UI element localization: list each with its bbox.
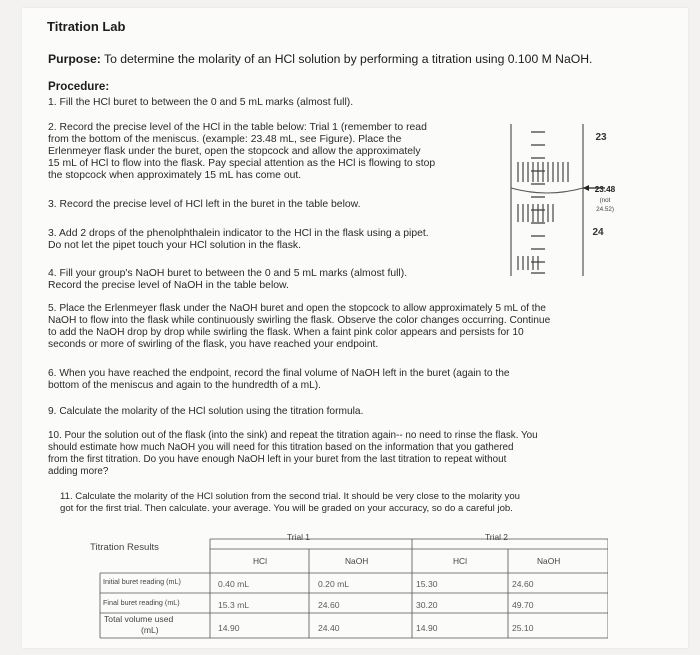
t2-hcl-final: 30.20 [416,600,438,610]
step-10-line-2: should estimate how much NaOH you will need for this titration based on the information that you gathered [48,442,514,453]
page-title: Titration Lab [47,19,126,34]
trial-1-header: Trial 1 [287,532,310,542]
col-naoh-2: NaOH [537,556,561,566]
step-5-line-1: 5. Place the Erlenmeyer flask under the NaOH buret and open the stopcock to allow approximately 5 mL of the [48,303,546,314]
figure-top-label: 23 [595,132,607,143]
step-2-line-3: Erlenmeyer flask under the buret, open the stopcock and allow the approximately [48,146,421,157]
step-4-line-1: 4. Fill your group's NaOH buret to between the 0 and 5 mL marks (almost full). [48,268,408,279]
t2-naoh-total: 25.10 [512,623,534,633]
t1-naoh-final: 24.60 [318,600,340,610]
t2-hcl-total: 14.90 [416,623,438,633]
t1-naoh-initial: 0.20 mL [318,579,350,589]
step-3b-line-2: Do not let the pipet touch your HCl solution in the flask. [48,240,301,251]
step-3: 3. Record the precise level of HCl left in the buret in the table below. [48,199,361,210]
step-6-line-1: 6. When you have reached the endpoint, record the final volume of NaOH left in the buret (again to the [48,368,510,379]
row-label-total: Total volume used [104,614,174,624]
step-5-line-3: to add the NaOH drop by drop while swirling the flask. When a faint pink color appears and persists for 10 [48,327,524,338]
step-3b-line-1: 3. Add 2 drops of the phenolphthalein indicator to the HCl in the flask using a pipet. [48,228,429,239]
figure-reading: 23.48 [594,185,616,194]
t2-hcl-initial: 15.30 [416,579,438,589]
step-10-line-1: 10. Pour the solution out of the flask (into the sink) and repeat the titration again-- no need to rinse the flask. You [48,430,538,441]
step-6-line-2: bottom of the meniscus and again to the hundredth of a mL). [48,380,321,391]
buret-figure [497,118,622,278]
step-2-line-5: the stopcock when approximately 15 mL has come out. [48,170,302,181]
step-5-line-2: NaOH to flow into the flask while continuously swirling the flask. Observe the color changes occurring. Continue [48,315,551,326]
figure-bottom-label: 24 [592,227,604,238]
step-2-line-4: 15 mL of HCl to flow into the flask. Pay special attention as the HCl is flowing to stop [48,158,436,169]
step-2-line-2: from the bottom of the meniscus. (example: 23.48 mL, see Figure). Place the [48,134,402,145]
t1-hcl-total: 14.90 [218,623,240,633]
step-9: 9. Calculate the molarity of the HCl solution using the titration formula. [48,406,364,417]
t2-naoh-initial: 24.60 [512,579,534,589]
purpose-text: To determine the molarity of an HCl solution by performing a titration using 0.100 M NaOH. [100,52,593,66]
figure-note-line-2: 24.52) [596,206,614,213]
procedure-heading: Procedure: [48,80,110,93]
step-10-line-4: adding more? [48,466,109,477]
purpose-statement [48,52,592,66]
t1-hcl-initial: 0.40 mL [218,579,250,589]
col-hcl-1: HCl [253,556,267,566]
step-5-line-4: seconds or more of swirling of the flask, you have reached your endpoint. [48,339,379,350]
row-label-initial: Initial buret reading (mL) [103,577,181,586]
figure-note-line-1: (not [599,197,611,204]
col-naoh-1: NaOH [345,556,369,566]
step-1: 1. Fill the HCl buret to between the 0 and 5 mL marks (almost full). [48,97,354,108]
col-hcl-2: HCl [453,556,467,566]
step-2-line-1: 2. Record the precise level of the HCl in the table below: Trial 1 (remember to read [48,122,427,133]
step-4-line-2: Record the precise level of NaOH in the table below. [48,280,289,291]
step-10-line-3: from the first titration. Do you have enough NaOH left in your buret from the last titration to repeat without [48,454,507,465]
t1-naoh-total: 24.40 [318,623,340,633]
row-label-final: Final buret reading (mL) [103,598,180,607]
trial-2-header: Trial 2 [485,532,508,542]
table-title: Titration Results [90,542,159,553]
row-label-total-unit: (mL) [141,625,159,635]
step-11-line-2: got for the first trial. Then calculate. your average. You will be graded on your accuracy, so do a careful job. [60,503,513,514]
purpose-label: Purpose: [48,52,101,66]
t2-naoh-final: 49.70 [512,600,534,610]
t1-hcl-final: 15.3 mL [218,600,250,610]
step-11-line-1: 11. Calculate the molarity of the HCl solution from the second trial. It should be very close to the molarity you [60,491,521,502]
